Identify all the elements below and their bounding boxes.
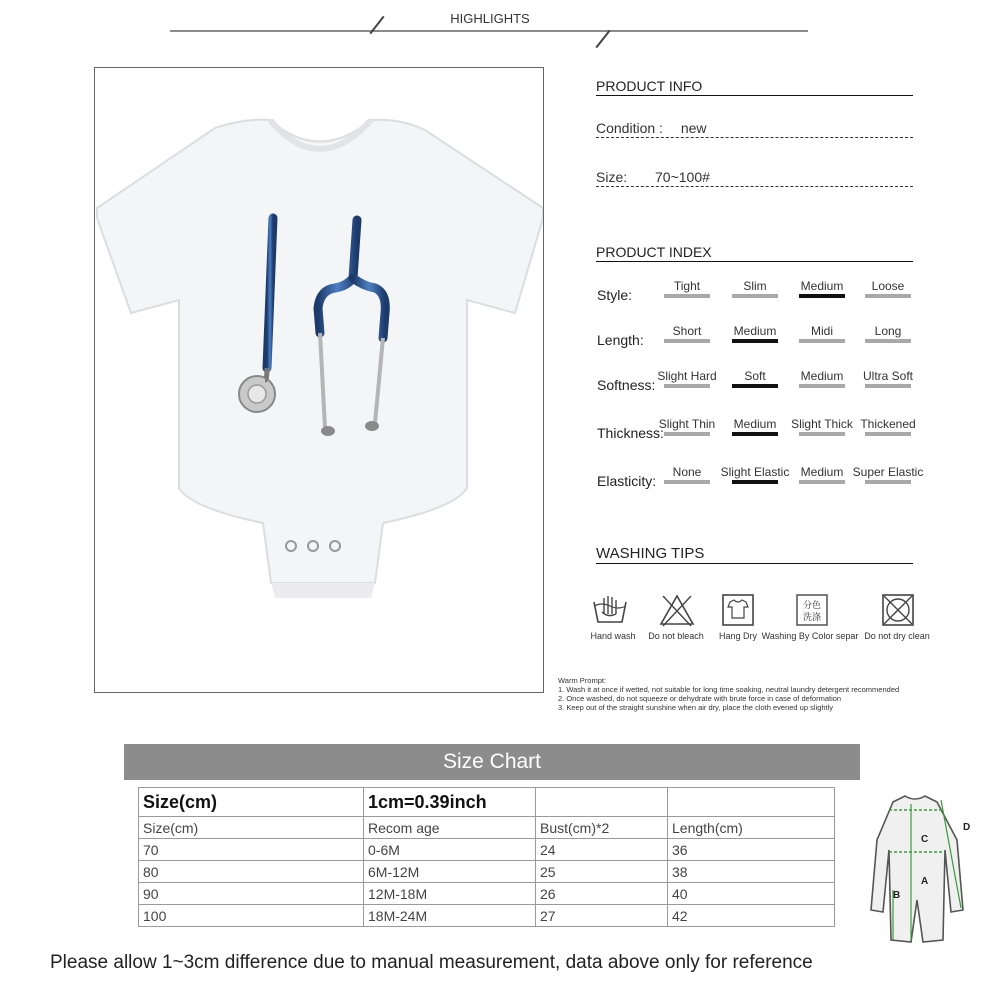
index-bar: [865, 294, 911, 298]
condition-value: new: [680, 120, 707, 136]
index-option: Medium: [800, 465, 844, 479]
table-row: [139, 861, 835, 883]
index-bar-selected: [799, 294, 845, 298]
index-option: Loose: [871, 279, 905, 293]
warm-prompt-line: 2. Once washed, do not squeeze or dehydrate with brute force in case of deformation: [558, 694, 842, 703]
index-bar: [664, 384, 710, 388]
diagram-label-c: C: [921, 834, 929, 845]
index-option: Midi: [810, 324, 833, 338]
index-option: None: [672, 465, 702, 479]
index-option: Tight: [673, 279, 701, 293]
table-cell: 12M-18M: [364, 883, 536, 905]
index-bar: [865, 480, 911, 484]
table-row: [139, 905, 835, 927]
index-bar: [865, 339, 911, 343]
index-option: Medium: [733, 324, 777, 338]
index-row-label: Thickness:: [597, 425, 664, 441]
size-value: 70~100#: [655, 169, 710, 185]
highlights-title: HIGHLIGHTS: [435, 11, 545, 26]
svg-text:洗涤: 洗涤: [802, 613, 822, 623]
index-option: Ultra Soft: [862, 369, 913, 383]
index-bar: [732, 294, 778, 298]
index-bar: [799, 480, 845, 484]
index-bar: [799, 339, 845, 343]
warm-prompt: [558, 676, 899, 712]
table-cell: 38: [668, 861, 835, 883]
hang-dry-label: Hang Dry: [718, 631, 757, 641]
no-bleach-label: Do not bleach: [648, 631, 704, 641]
size-row: [596, 169, 710, 185]
table-row: [139, 839, 835, 861]
warm-prompt-line: 3. Keep out of the straight sunshine when air dry, place the cloth evened up slightly: [558, 703, 834, 712]
diagram-label-a: A: [921, 876, 929, 887]
index-option: Medium: [733, 417, 777, 431]
index-option: Medium: [800, 369, 844, 383]
onesie-illustration: [95, 68, 543, 692]
index-option: Slight Thin: [658, 417, 716, 431]
table-cell: 25: [536, 861, 668, 883]
table-cell: 0-6M: [364, 839, 536, 861]
diagram-label-b: B: [893, 890, 901, 901]
index-bar: [664, 339, 710, 343]
no-dry-clean-icon: [880, 592, 916, 633]
no-bleach-icon: [657, 592, 697, 633]
size-chart-table: [138, 787, 835, 927]
measurement-note: Please allow 1~3cm difference due to manual measurement, data above only for reference: [50, 952, 813, 973]
table-row: [139, 883, 835, 905]
table-cell: 42: [668, 905, 835, 927]
hang-dry-icon: [720, 592, 756, 633]
condition-row: [596, 120, 707, 136]
index-bar: [664, 432, 710, 436]
no-dry-clean-label: Do not dry clean: [864, 631, 930, 641]
product-info-rule: [596, 95, 913, 96]
table-cell: 40: [668, 883, 835, 905]
index-option: Short: [672, 324, 702, 338]
diagram-label-d: D: [963, 822, 971, 833]
washing-tips-title: WASHING TIPS: [596, 545, 705, 562]
svg-text:分色: 分色: [802, 601, 822, 611]
index-option: Slight Thick: [791, 417, 853, 431]
measurement-diagram: [863, 790, 975, 950]
warm-prompt-line: 1. Wash it at once if wetted, not suitable for long time soaking, neutral laundry detergent recommended: [558, 685, 900, 694]
index-bar-selected: [732, 432, 778, 436]
index-option: Soft: [744, 369, 766, 383]
index-row-label: Elasticity:: [597, 473, 657, 489]
table-cell: [536, 788, 668, 817]
index-option: Super Elastic: [852, 465, 924, 479]
table-header-cell: Recom age: [364, 817, 536, 839]
highlights-rule: [170, 30, 808, 32]
condition-dash-rule: [596, 137, 913, 138]
table-header-cell: Bust(cm)*2: [536, 817, 668, 839]
table-cell: 80: [139, 861, 364, 883]
table-header-row: [139, 817, 835, 839]
index-row-label: Length:: [597, 332, 644, 348]
table-cell: 1cm=0.39inch: [364, 788, 536, 817]
hand-wash-icon: [590, 592, 630, 633]
color-separate-label: Washing By Color separ: [761, 631, 859, 641]
table-cell: 26: [536, 883, 668, 905]
hand-wash-label: Hand wash: [590, 631, 636, 641]
warm-prompt-title: Warm Prompt:: [558, 676, 607, 685]
table-cell: 100: [139, 905, 364, 927]
table-cell: 70: [139, 839, 364, 861]
product-index-rule: [596, 261, 913, 262]
table-cell: 6M-12M: [364, 861, 536, 883]
index-option: Slight Hard: [657, 369, 717, 383]
table-cell: 90: [139, 883, 364, 905]
index-row-label: Softness:: [597, 377, 656, 393]
index-option: Long: [874, 324, 902, 338]
index-bar: [865, 432, 911, 436]
table-cell: [668, 788, 835, 817]
highlights-slash-right: [595, 30, 610, 49]
index-bar: [865, 384, 911, 388]
index-bar: [664, 294, 710, 298]
index-row-label: Style:: [597, 287, 633, 303]
index-option: Slight Elastic: [720, 465, 790, 479]
table-cell: 18M-24M: [364, 905, 536, 927]
table-header-cell: Size(cm): [139, 817, 364, 839]
product-photo: [94, 67, 544, 693]
index-bar: [664, 480, 710, 484]
table-cell: 36: [668, 839, 835, 861]
index-option: Medium: [800, 279, 844, 293]
product-index-title: PRODUCT INDEX: [596, 244, 712, 260]
product-info-title: PRODUCT INFO: [596, 78, 703, 94]
index-option: Thickened: [860, 417, 916, 431]
size-dash-rule: [596, 186, 913, 187]
index-bar: [799, 384, 845, 388]
size-label: Size:: [596, 169, 628, 185]
index-bar-selected: [732, 384, 778, 388]
index-bar-selected: [732, 339, 778, 343]
size-chart-title: Size Chart: [442, 750, 542, 773]
condition-label: Condition :: [596, 120, 663, 136]
index-bar: [799, 432, 845, 436]
index-option: Slim: [743, 279, 767, 293]
table-cell: 27: [536, 905, 668, 927]
table-header-cell: Length(cm): [668, 817, 835, 839]
table-cell: Size(cm): [139, 788, 364, 817]
table-cell: 24: [536, 839, 668, 861]
table-row: [139, 788, 835, 817]
color-separate-icon: [794, 592, 830, 633]
washing-tips-rule: [596, 563, 913, 564]
index-bar-selected: [732, 480, 778, 484]
